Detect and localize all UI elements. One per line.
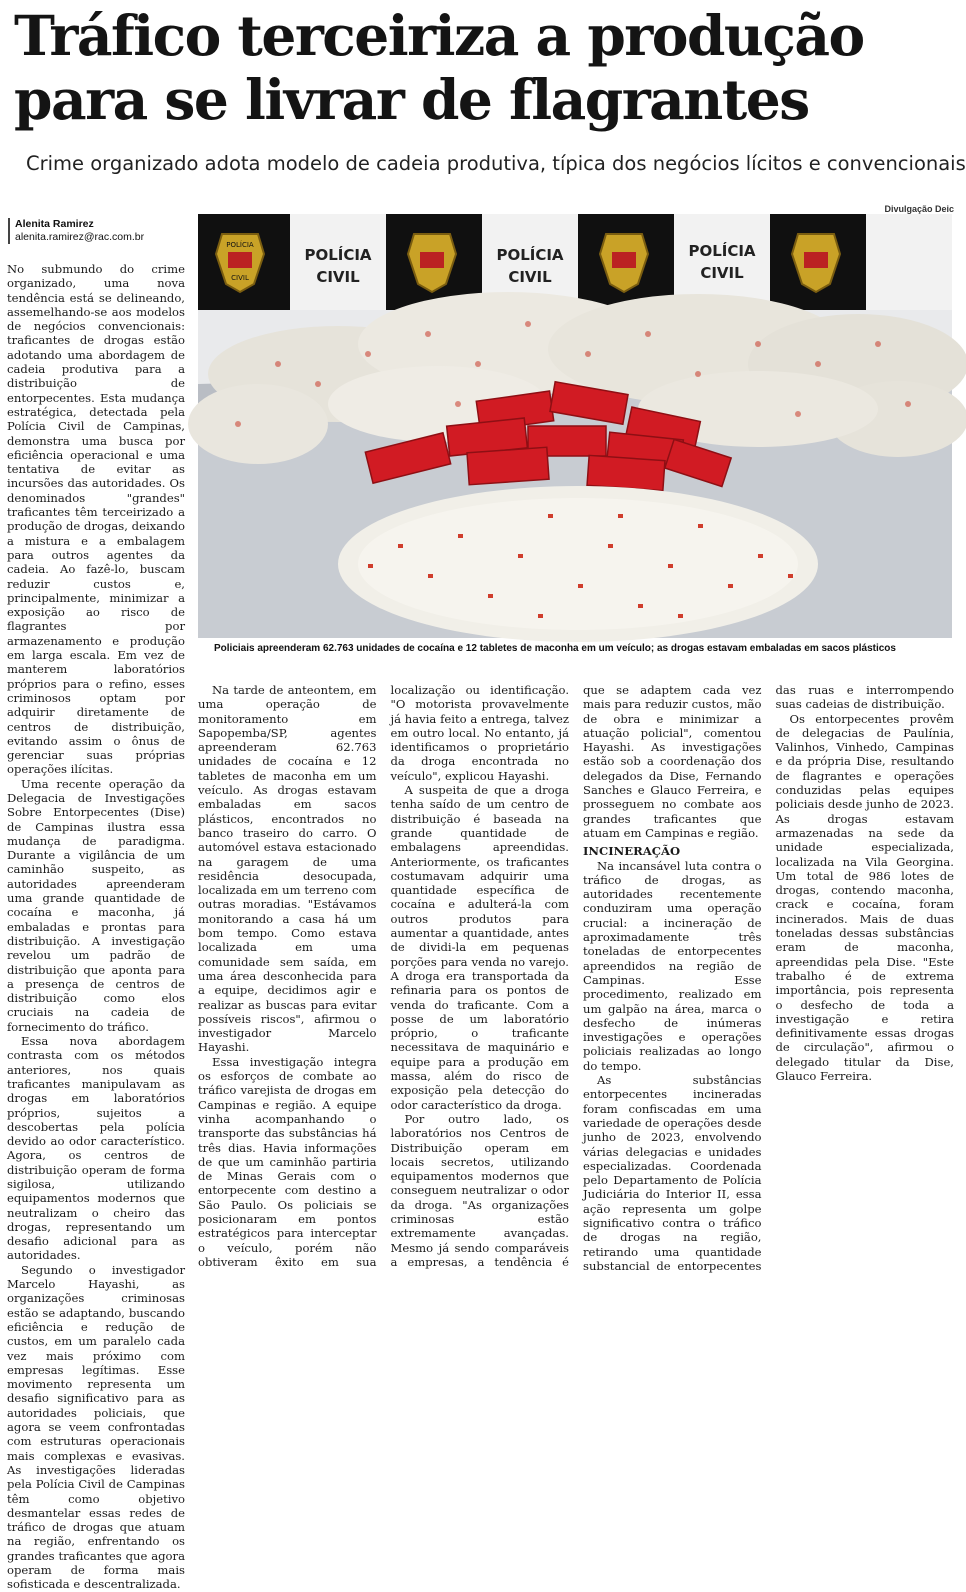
photo-caption: Policiais apreenderam 62.763 unidades de cocaína e 12 tabletes de maconha em um veículo; as drogas estavam embaladas em sacos plásticos — [214, 643, 896, 654]
body-paragraph: Por outro lado, os laboratórios nos Centros de Distribuição operam em locais secretos, utilizando equipamentos modernos que conseguem neutralizar o odor da droga. "As organizações criminosas estão extremamente avançadas. Mesmo já sendo comparáveis a empresas, a tendência é que se adaptem cada vez mais para reduzir custos, mão de obra e minimizar a atuação policial", comentou Hayashi. As investigações estão sob a coordenação dos delegados da Dise, Fernando Sanches e Glauco Ferreira, e prosseguem no combate aos grandes traficantes que atuam em Campinas e região. — [390, 683, 762, 1269]
backdrop-text: CIVIL — [316, 268, 360, 286]
body-paragraph: Segundo o investigador Marcelo Hayashi, as organizações criminosas estão se adaptando, buscando eficiência e redução de custos, em um paralelo cada vez mais próximo com empresas legítimas. Esse movimento representa um desafio significativo para as autoridades policiais, que agora se veem confrontadas com estruturas operacionais mais complexas e evasivas. As investigações lideradas pela Polícia Civil de Campinas têm como objetivo desmantelar essas redes de tráfico de drogas que atuam na região, enfrentando os grandes traficantes que agora operam de forma mais sofisticada e descentralizada. — [7, 1262, 185, 1592]
backdrop-text: POLÍCIA — [688, 242, 756, 260]
byline — [8, 218, 195, 244]
body-paragraph: Na tarde de anteontem, em uma operação de monitoramento em Sapopemba/SP, agentes apreenderam 62.763 unidades de cocaína e 12 tabletes de maconha em um veículo. As drogas estavam embaladas em sacos plásticos, encontrados no banco traseiro do carro. O automóvel estava estacionado na garagem de uma residência desocupada, localizada em um terreno com outras moradias. "Estávamos monitorando a casa há um bom tempo. Como estava localizada em uma comunidade sem saída, em uma área desconhecida para a equipe, decidimos agir e realizar as buscas para evitar possíveis riscos", afirmou o investigador Marcelo Hayashi. — [198, 683, 377, 1055]
author-email[interactable]: alenita.ramirez@rac.com.br — [15, 231, 145, 243]
body-paragraph: Os entorpecentes provêm de delegacias de Paulínia, Valinhos, Vinhedo, Campinas e da própria Dise, resultando de flagrantes e operações conduzidas pelas equipes policiais desde junho de 2023. As drogas estavam armazenadas na sede da unidade especializada, localizada na Vila Georgina. Um total de 986 lotes de drogas, contendo maconha, crack e cocaína, foram incinerados. Mais de duas toneladas dessas substâncias eram de maconha, apreendidas pela Dise. "Este trabalho é de extrema importância, pois representa o desfecho de toda a investigação e retira definitivamente essas drogas de circulação", afirmou o delegado titular da Dise, Glauco Ferreira. — [775, 711, 954, 1084]
article-flow — [198, 683, 954, 1278]
body-paragraph: As substâncias entorpecentes incineradas foram confiscadas em uma variedade de operações desde junho de 2023, envolvendo várias delegacias e unidades especializadas. Coordenada pelo Departamento de Polícia Judiciária do Interior II, essa ação representa um golpe significativo contra o tráfico de drogas na região, retirando uma quantidade substancial de entorpecentes das ruas e interrompendo suas cadeias de distribuição. — [583, 683, 954, 1273]
photo-credit: Divulgação Deic — [884, 204, 954, 214]
body-paragraph: No submundo do crime organizado, uma nova tendência está se delineando, assemelhando-se aos modelos de negócios convencionais: traficantes de drogas estão adotando uma abordagem de cadeia produtiva para a distribuição de entorpecentes. Esta mudança estratégica, detectada pela Polícia Civil de Campinas, demonstra uma busca por eficiência operacional e uma tentativa de evitar as incursões das autoridades. Os denominados "grandes" traficantes têm terceirizado a produção de drogas, deixando a mistura e a embalagem para outros agentes da cadeia. Ao fazê-lo, buscam reduzir custos e, principalmente, minimizar a exposição ao risco de flagrantes por armazenamento e produção em larga escala. Em vez de manterem laboratórios próprios para o refino, esses criminosos optam por adquirir diretamente de centros de distribuição, evitando assim o ônus de gerenciar suas próprias operações ilícitas. — [7, 262, 185, 777]
article-column-1 — [7, 262, 185, 1592]
backdrop-text: CIVIL — [508, 268, 552, 286]
backdrop-text: POLÍCIA — [496, 246, 564, 264]
body-paragraph: Essa investigação integra os esforços de combate ao tráfico varejista de drogas em Campinas e região. A equipe vinha acompanhando o transporte das substâncias há três dias. Havia informações de que um caminhão partiria de Minas Gerais com o entorpecente com destino a São Paulo. Os policiais se posicionaram em pontos estratégicos para interceptar o veículo, porém não obtiveram êxito em sua localização ou identificação. "O motorista provavelmente já havia feito a entrega, talvez em outro local. No entanto, já identificamos o proprietário da droga encontrada no veículo", explicou Hayashi. — [198, 683, 569, 1269]
section-heading: INCINERAÇÃO — [583, 844, 681, 859]
body-paragraph: Essa nova abordagem contrasta com os métodos anteriores, nos quais traficantes manipulavam as drogas em laboratórios próprios, sujeitos a descobertas pela polícia devido ao odor característico. Agora, os centros de distribuição operam de forma sigilosa, utilizando equipamentos modernos que neutralizam o cheiro das drogas, representando um desafio adicional para as autoridades. — [7, 1034, 185, 1263]
body-paragraph: Na incansável luta contra o tráfico de drogas, as autoridades recentemente conduziram uma operação crucial: a incineração de aproximadamente três toneladas de entorpecentes apreendidos na região de Campinas. Esse procedimento, realizado em um galpão na área, marca o desfecho de inúmeras investigações e operações policiais realizadas ao longo do tempo. — [583, 858, 762, 1073]
backdrop-text: CIVIL — [700, 264, 744, 282]
headline: Tráfico terceiriza a produção para se livrar de flagrantes — [14, 3, 864, 132]
subheadline: Crime organizado adota modelo de cadeia produtiva, típica dos negócios lícitos e convencionais — [26, 152, 966, 175]
svg-text:CIVIL: CIVIL — [231, 274, 249, 282]
photo-illustration — [198, 214, 952, 638]
backdrop-text: POLÍCIA — [304, 246, 372, 264]
author-name: Alenita Ramirez — [15, 218, 94, 230]
svg-text:POLÍCIA: POLÍCIA — [226, 241, 254, 249]
seized-drugs-photo — [198, 214, 952, 638]
body-paragraph: Uma recente operação da Delegacia de Investigações Sobre Entorpecentes (Dise) de Campinas ilustra essa mudança de paradigma. Durante a vigilância de um caminhão suspeito, as autoridades apreenderam uma grande quantidade de cocaína e maconha, já embaladas e prontas para distribuição. A investigação revelou um padrão de distribuição que aponta para a presença de centros de distribuição como elos cruciais na cadeia de fornecimento do tráfico. — [7, 776, 185, 1034]
loose-packets — [338, 486, 818, 642]
body-paragraph: A suspeita de que a droga tenha saído de um centro de distribuição é baseada na grande quantidade de embalagens apreendidas. Anteriormente, os traficantes costumavam adquirir uma quantidade específica de cocaína e adulterá-la com outros produtos para aumentar a quantidade, antes de dividi-la em pequenas porções para venda no varejo. A droga era transportada da refinaria para os pontos de venda do traficante. Com a posse de um laboratório próprio, o traficante necessitava de maquinário e equipe para a produção em massa, além do risco de exposição pela detecção do odor característico da droga. — [390, 783, 569, 1112]
